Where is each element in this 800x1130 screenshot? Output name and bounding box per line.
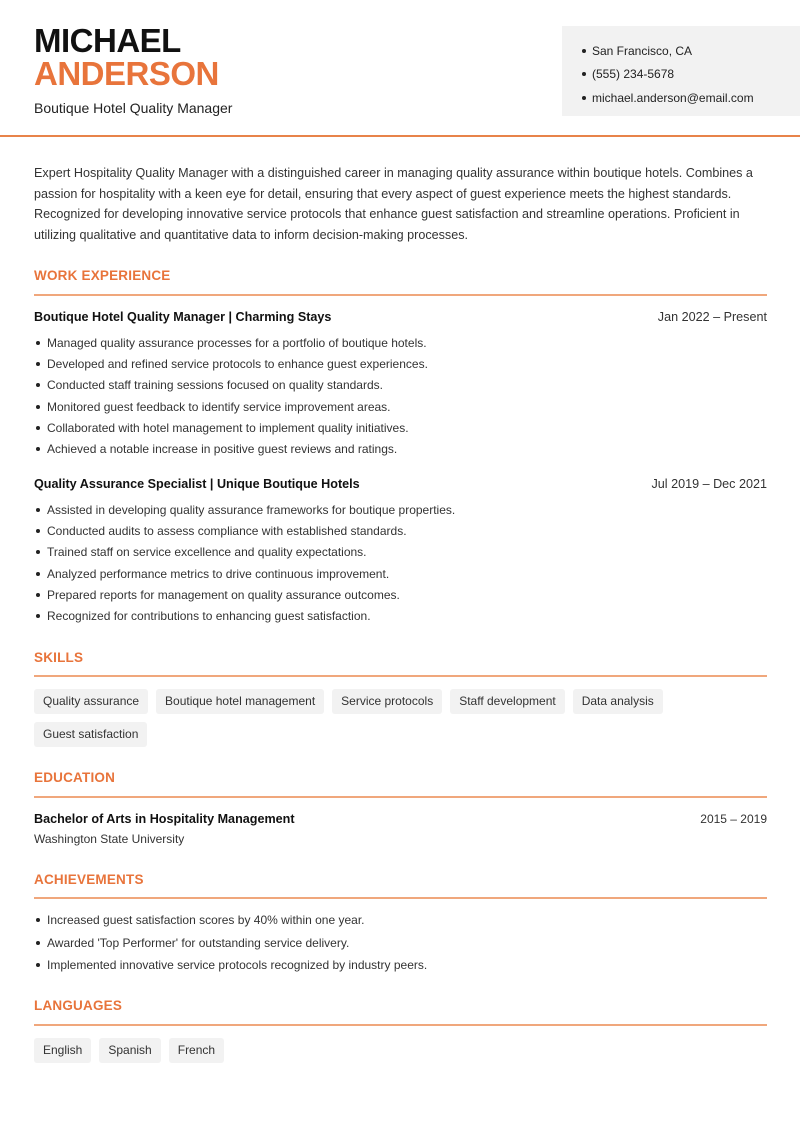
skill-chip: Boutique hotel management — [156, 689, 324, 714]
bullet-icon — [36, 405, 40, 409]
job-header — [34, 477, 767, 491]
list-item — [34, 932, 767, 955]
location-text: San Francisco, CA — [592, 43, 693, 58]
job-header — [34, 310, 767, 324]
list-item — [34, 909, 767, 932]
list-item — [34, 520, 767, 541]
education-school: Washington State University — [34, 832, 185, 846]
bullet-text: Increased guest satisfaction scores by 40% within one year. — [47, 913, 365, 928]
section-divider — [34, 796, 767, 798]
list-item — [34, 332, 767, 353]
bullet-text: Recognized for contributions to enhancing guest satisfaction. — [47, 609, 371, 624]
bullet-icon — [36, 572, 40, 576]
phone-text: (555) 234-5678 — [592, 67, 675, 82]
bullet-text: Implemented innovative service protocols recognized by industry peers. — [47, 958, 428, 973]
skill-chip: Service protocols — [332, 689, 442, 714]
bullet-text: Analyzed performance metrics to drive continuous improvement. — [47, 566, 390, 581]
bullet-text: Managed quality assurance processes for a portfolio of boutique hotels. — [47, 335, 427, 350]
list-item — [34, 499, 767, 520]
job-dates: Jul 2019 – Dec 2021 — [651, 477, 767, 491]
bullet-icon — [36, 593, 40, 597]
section-title-skills: SKILLS — [34, 650, 84, 665]
contact-email — [582, 86, 800, 110]
job-role: Quality Assurance Specialist | Unique Boutique Hotels — [34, 477, 360, 491]
job-bullets — [34, 332, 767, 460]
skill-chip: Guest satisfaction — [34, 722, 147, 747]
job-role: Boutique Hotel Quality Manager | Charming Stays — [34, 310, 332, 324]
bullet-text: Collaborated with hotel management to implement quality initiatives. — [47, 420, 409, 435]
skills-list — [34, 689, 767, 747]
bullet-icon — [36, 508, 40, 512]
skill-chip: Quality assurance — [34, 689, 148, 714]
summary-paragraph: Expert Hospitality Quality Manager with a distinguished career in managing quality assurance within boutique hotels. Combines a passion for hospitality with a keen eye for detail, ensuring that every aspect of guest experience meets the highest standards. Recognized for developing innovative service protocols that enhance guest satisfaction and streamline operations. Proficient in utilizing qualitative and quantitative data to inform decision-making processes. — [34, 166, 753, 243]
bullet-text: Awarded 'Top Performer' for outstanding service delivery. — [47, 935, 350, 950]
bullet-icon — [36, 941, 40, 945]
resume-header — [0, 0, 800, 137]
section-title-work: WORK EXPERIENCE — [34, 268, 171, 283]
bullet-text: Assisted in developing quality assurance frameworks for boutique properties. — [47, 502, 456, 517]
list-item — [34, 396, 767, 417]
bullet-icon — [36, 341, 40, 345]
bullet-icon — [36, 963, 40, 967]
contact-phone — [582, 63, 800, 87]
skill-chip: Data analysis — [573, 689, 663, 714]
list-item — [34, 353, 767, 374]
bullet-text: Monitored guest feedback to identify service improvement areas. — [47, 399, 391, 414]
skill-chip: Staff development — [450, 689, 565, 714]
bullet-text: Achieved a notable increase in positive guest reviews and ratings. — [47, 442, 398, 457]
section-title-education: EDUCATION — [34, 770, 116, 785]
section-divider — [34, 675, 767, 677]
list-item — [34, 584, 767, 605]
bullet-text: Trained staff on service excellence and quality expectations. — [47, 545, 367, 560]
section-title-achievements: ACHIEVEMENTS — [34, 872, 144, 887]
languages-list — [34, 1038, 767, 1063]
language-chip: Spanish — [99, 1038, 160, 1063]
job-title: Boutique Hotel Quality Manager — [34, 100, 233, 116]
bullet-icon — [36, 426, 40, 430]
bullet-icon — [36, 383, 40, 387]
list-item — [34, 417, 767, 438]
contact-location — [582, 39, 800, 63]
bullet-icon — [582, 96, 586, 100]
bullet-icon — [36, 918, 40, 922]
list-item — [34, 375, 767, 396]
section-divider — [34, 1024, 767, 1026]
list-item — [34, 605, 767, 626]
bullet-icon — [582, 72, 586, 76]
bullet-text: Conducted audits to assess compliance with established standards. — [47, 523, 407, 538]
bullet-icon — [582, 49, 586, 53]
list-item — [34, 542, 767, 563]
list-item — [34, 954, 767, 977]
bullet-icon — [36, 529, 40, 533]
section-divider — [34, 897, 767, 899]
list-item — [34, 563, 767, 584]
education-dates: 2015 – 2019 — [700, 812, 767, 826]
job-bullets — [34, 499, 767, 627]
email-text: michael.anderson@email.com — [592, 90, 754, 105]
last-name: ANDERSON — [34, 55, 219, 92]
achievements-list — [34, 909, 767, 977]
bullet-icon — [36, 447, 40, 451]
bullet-icon — [36, 362, 40, 366]
contact-box — [562, 26, 800, 116]
bullet-text: Conducted staff training sessions focused on quality standards. — [47, 378, 383, 393]
bullet-icon — [36, 614, 40, 618]
bullet-text: Prepared reports for management on quality assurance outcomes. — [47, 587, 400, 602]
education-degree: Bachelor of Arts in Hospitality Management — [34, 812, 295, 826]
language-chip: English — [34, 1038, 91, 1063]
section-title-languages: LANGUAGES — [34, 998, 123, 1013]
list-item — [34, 438, 767, 459]
bullet-text: Developed and refined service protocols to enhance guest experiences. — [47, 356, 428, 371]
section-divider — [34, 294, 767, 296]
language-chip: French — [169, 1038, 224, 1063]
job-dates: Jan 2022 – Present — [657, 310, 767, 324]
bullet-icon — [36, 550, 40, 554]
first-name: MICHAEL — [34, 22, 181, 59]
